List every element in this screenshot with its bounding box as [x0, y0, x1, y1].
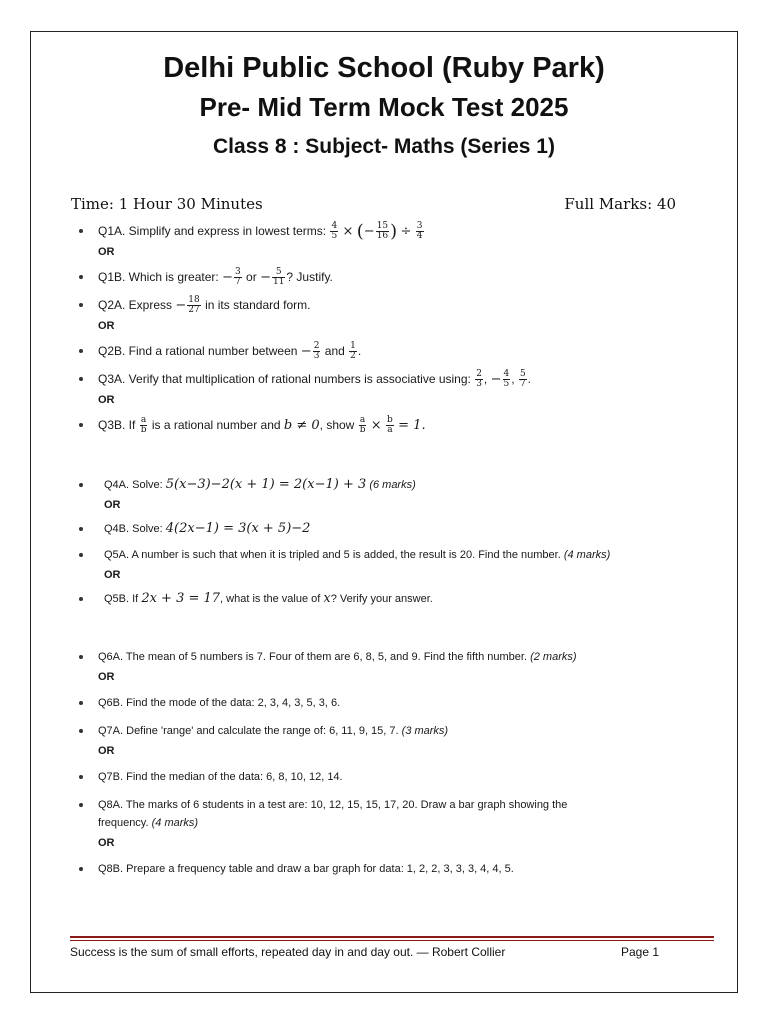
bullet-dot: [79, 553, 83, 557]
question-q2a: Q2A. Express − $\frac{18}{27}$ in its standard form. OR: [71, 296, 531, 342]
bullet-dot: [79, 229, 83, 233]
fraction-a-b: $\frac{a}{b}$: [359, 415, 366, 436]
fraction-3-7: $\frac{3}{7}$: [234, 267, 241, 288]
question-q2b: Q2B. Find a rational number between − $\frac{2}{3}$ and $\frac{1}{2}$ .: [71, 342, 531, 370]
bullet-dot: [79, 701, 83, 705]
fraction-15-16: $\frac{15}{16}$: [376, 221, 389, 242]
exam-title: Pre- Mid Term Mock Test 2025: [199, 92, 569, 122]
full-marks: Full Marks: 40: [564, 195, 676, 213]
q1a-label: Q1A. Simplify and express in lowest terms:: [98, 224, 327, 238]
footer-quote: Success is the sum of small efforts, repeated day in and day out. — Robert Collier: [70, 945, 506, 959]
bullet-dot: [79, 527, 83, 531]
question-q4b: Q4B. Solve: 4(2x−1) = 3(x + 5)−2: [71, 520, 610, 546]
question-list-3: [71, 648, 577, 888]
fraction-2-3: $\frac{2}{3}$: [313, 341, 320, 362]
fraction-3-4: $\frac{3}{4}$: [416, 221, 423, 242]
school-name: Delhi Public School (Ruby Park): [163, 52, 605, 84]
question-q5a: Q5A. A number is such that when it is tripled and 5 is added, the result is 20. Find the number. (4 marks) OR: [71, 546, 610, 590]
fraction-a-b: $\frac{a}{b}$: [140, 415, 147, 436]
bullet-dot: [79, 655, 83, 659]
or-label: OR: [98, 246, 115, 259]
question-q6b: Q6B. Find the mode of the data: 2, 3, 4, 3, 5, 3, 6.: [71, 694, 577, 722]
bullet-dot: [79, 597, 83, 601]
bullet-dot: [79, 803, 83, 807]
footer-rule: [70, 936, 714, 938]
question-q3b: Q3B. If $\frac{a}{b}$ is a rational number and b ≠ 0, show $\frac{a}{b}$ × $\frac{b}{a}$ = 1.: [71, 416, 531, 444]
question-q3a: Q3A. Verify that multiplication of rational numbers is associative using: $\frac{2}{3}$ , − $\frac{4}{5}$ , $\frac{5}{7}$ . OR: [71, 370, 531, 416]
question-q6a: Q6A. The mean of 5 numbers is 7. Four of them are 6, 8, 5, and 9. Find the fifth number. (2 marks) OR: [71, 648, 577, 694]
bullet-dot: [79, 775, 83, 779]
fraction-5-7: $\frac{5}{7}$: [519, 369, 526, 390]
question-q8b: Q8B. Prepare a frequency table and draw a bar graph for data: 1, 2, 2, 3, 3, 3, 4, 4, 5.: [71, 860, 577, 888]
or-label: OR: [98, 394, 115, 407]
page-number: Page 1: [621, 945, 660, 959]
question-q7b: Q7B. Find the median of the data: 6, 8, 10, 12, 14.: [71, 768, 577, 796]
or-label: OR: [104, 499, 121, 511]
fraction-1-2: $\frac{1}{2}$: [350, 341, 356, 362]
question-q5b: Q5B. If 2x + 3 = 17, what is the value of x? Verify your answer.: [71, 590, 610, 616]
fraction-4-5: $\frac{4}{5}$: [331, 221, 338, 242]
fraction-b-a: $\frac{b}{a}$: [387, 415, 393, 436]
question-q1a: Q1A. Simplify and express in lowest terms: $\frac{4}{5}$ × (− $\frac{15}{16}$ ) ÷ $\frac{3}{4}$ OR: [71, 222, 531, 268]
fraction-2-3: $\frac{2}{3}$: [476, 369, 482, 390]
bullet-dot: [79, 729, 83, 733]
question-q4a: Q4A. Solve: 5(x−3)−2(x + 1) = 2(x−1) + 3 (6 marks) OR: [71, 476, 610, 520]
class-subject: Class 8 : Subject- Maths (Series 1): [213, 135, 555, 158]
bullet-dot: [79, 867, 83, 871]
footer-rule-thin: [70, 940, 714, 941]
question-q1b: Q1B. Which is greater: − $\frac{3}{7}$ or − $\frac{5}{11}$ ? Justify.: [71, 268, 531, 296]
time-duration: Time: 1 Hour 30 Minutes: [71, 195, 263, 213]
bullet-dot: [79, 303, 83, 307]
bullet-dot: [79, 349, 83, 353]
bullet-dot: [79, 483, 83, 487]
or-label: OR: [98, 837, 115, 849]
fraction-18-27: $\frac{18}{27}$: [188, 295, 200, 316]
fraction-4-5: $\frac{4}{5}$: [503, 369, 510, 390]
fraction-5-11: $\frac{5}{11}$: [272, 267, 285, 288]
question-q8a: Q8A. The marks of 6 students in a test are: 10, 12, 15, 15, 17, 20. Draw a bar graph showing the frequency. (4 marks) OR: [71, 796, 577, 860]
question-q7a: Q7A. Define 'range' and calculate the range of: 6, 11, 9, 15, 7. (3 marks) OR: [71, 722, 577, 768]
question-list-2: [71, 476, 610, 616]
bullet-dot: [79, 275, 83, 279]
or-label: OR: [98, 320, 115, 333]
bullet-dot: [79, 377, 83, 381]
bullet-dot: [79, 423, 83, 427]
or-label: OR: [104, 569, 121, 581]
or-label: OR: [98, 671, 115, 683]
or-label: OR: [98, 745, 115, 757]
question-list-1: [71, 222, 531, 444]
